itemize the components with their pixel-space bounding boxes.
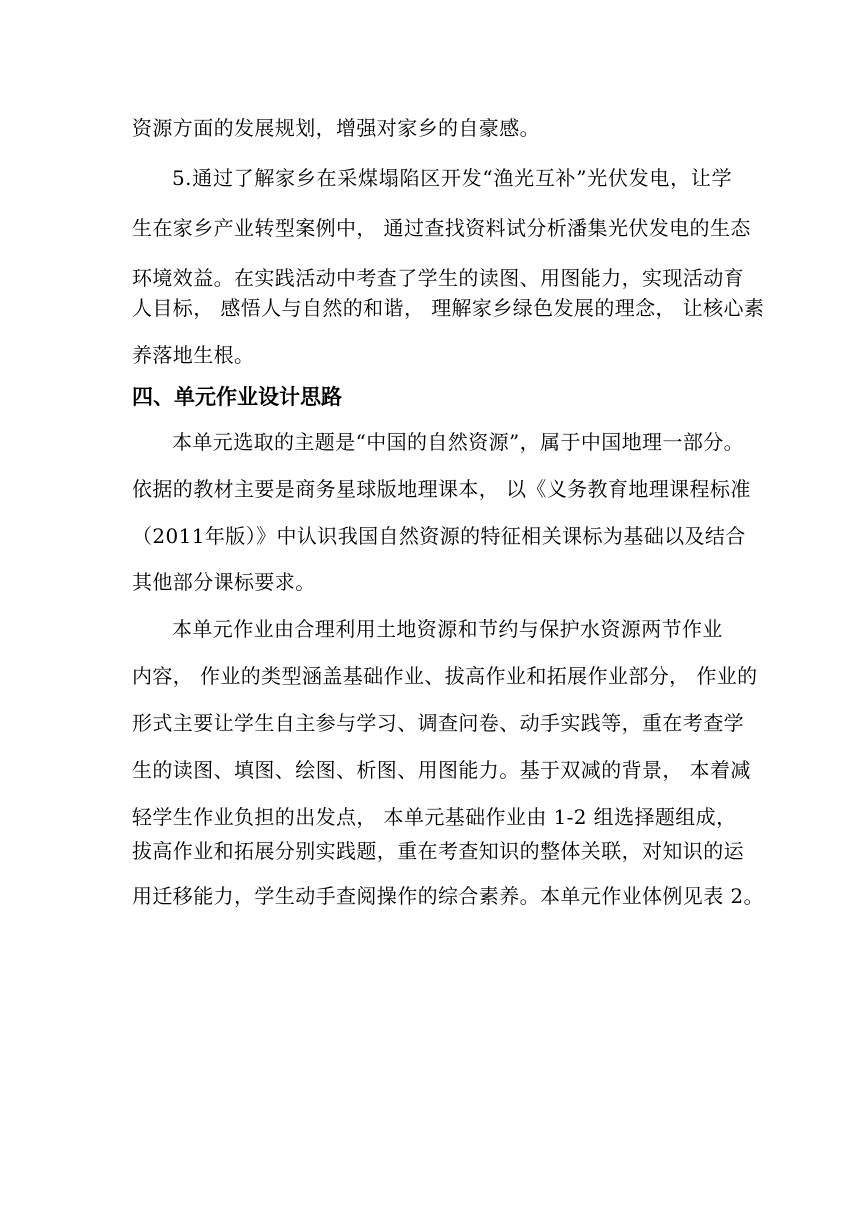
paragraph-line: 生的读图、填图、绘图、析图、用图能力。基于双减的背景， 本着减	[132, 758, 751, 782]
paragraph-line: 养落地生根。	[132, 343, 255, 367]
paragraph-line: 5.通过了解家乡在采煤塌陷区开发“渔光互补”光伏发电，让学	[172, 166, 732, 190]
paragraph-line: 人目标， 感悟人与自然的和谐， 理解家乡绿色发展的理念， 让核心素	[132, 296, 765, 320]
paragraph-line: 用迁移能力，学生动手查阅操作的综合素养。本单元作业体例见表 2。	[132, 884, 764, 908]
paragraph-line: 资源方面的发展规划，增强对家乡的自豪感。	[132, 116, 540, 140]
paragraph-line: 轻学生作业负担的出发点， 本单元基础作业由 1-2 组选择题组成，	[132, 805, 737, 829]
paragraph-line: （2011年版）》中认识我国自然资源的特征相关课标为基础以及结合	[132, 524, 746, 548]
paragraph-line: 其他部分课标要求。	[132, 570, 316, 594]
section-heading: 四、单元作业设计思路	[132, 385, 342, 409]
paragraph-line: 拔高作业和拓展分别实践题，重在考查知识的整体关联，对知识的运	[132, 839, 744, 863]
paragraph-line: 形式主要让学生自主参与学习、调查问卷、动手实践等，重在考查学	[132, 711, 744, 735]
paragraph-line: 依据的教材主要是商务星球版地理课本， 以《义务教育地理课程标准	[132, 477, 751, 501]
paragraph-line: 本单元作业由合理利用土地资源和节约与保护水资源两节作业	[172, 617, 723, 641]
paragraph-line: 内容， 作业的类型涵盖基础作业、拔高作业和拓展作业部分， 作业的	[132, 664, 758, 688]
paragraph-line: 环境效益。在实践活动中考查了学生的读图、用图能力，实现活动育	[132, 266, 744, 290]
paragraph-line: 生在家乡产业转型案例中， 通过查找资料试分析潘集光伏发电的生态	[132, 216, 751, 240]
paragraph-line: 本单元选取的主题是“中国的自然资源”，属于中国地理一部分。	[172, 430, 745, 454]
